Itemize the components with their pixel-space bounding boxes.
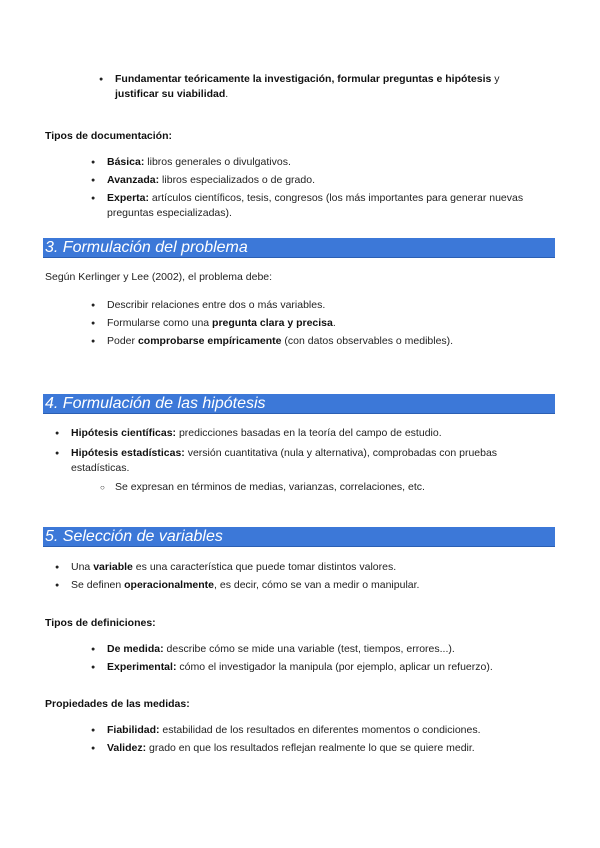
item-label: Hipótesis científicas: bbox=[71, 427, 177, 439]
item-label: Fiabilidad: bbox=[107, 724, 160, 736]
item-label: Hipótesis estadísticas: bbox=[71, 447, 185, 459]
item-text: Se definen bbox=[71, 579, 125, 591]
item-text: Describir relaciones entre dos o más variables. bbox=[107, 299, 326, 311]
item-label: De medida: bbox=[107, 643, 164, 655]
list-item bbox=[91, 173, 561, 188]
section3-list bbox=[91, 298, 561, 349]
section3-intro: Según Kerlinger y Lee (2002), el problema debe: bbox=[45, 271, 273, 283]
item-text: (con datos observables o medibles). bbox=[281, 335, 454, 347]
list-item bbox=[91, 316, 561, 331]
item-label: Avanzada: bbox=[107, 174, 160, 186]
item-bold: pregunta clara y precisa bbox=[212, 317, 333, 329]
item-bold: comprobarse empíricamente bbox=[137, 335, 282, 347]
item-text-cont: estadísticas. bbox=[71, 462, 130, 474]
item-label: Experimental: bbox=[107, 661, 177, 673]
item-text: libros generales o divulgativos. bbox=[144, 156, 291, 168]
item-text: . bbox=[332, 317, 336, 329]
item-label: Validez: bbox=[107, 742, 147, 754]
item-text: Una bbox=[71, 561, 94, 573]
list-item bbox=[55, 578, 555, 593]
list-item bbox=[91, 298, 561, 313]
list-item bbox=[91, 723, 561, 738]
item-text: Poder bbox=[107, 335, 138, 347]
item-text: artículos científicos, tesis, congresos (los más importantes para generar nuevas bbox=[149, 192, 524, 204]
list-item bbox=[55, 560, 555, 575]
list-item bbox=[55, 426, 555, 441]
intro-list bbox=[99, 72, 539, 102]
propiedades-heading: Propiedades de las medidas: bbox=[45, 698, 190, 710]
definiciones-list bbox=[91, 642, 561, 675]
item-text: predicciones basadas en la teoría del campo de estudio. bbox=[176, 427, 442, 439]
item-label: Básica: bbox=[107, 156, 145, 168]
item-text: versión cuantitativa (nula y alternativa), comprobadas con pruebas bbox=[184, 447, 498, 459]
list-item bbox=[91, 191, 561, 221]
item-text: grado en que los resultados reflejan realmente lo que se quiere medir. bbox=[146, 742, 475, 754]
section5-list bbox=[55, 560, 555, 593]
section-banner-3 bbox=[43, 238, 555, 258]
section-title-3: 3. Formulación del problema bbox=[45, 239, 248, 256]
item-text: describe cómo se mide una variable (test, tiempos, errores...). bbox=[163, 643, 455, 655]
item-text: estabilidad de los resultados en diferentes momentos o condiciones. bbox=[159, 724, 481, 736]
list-item bbox=[91, 741, 561, 756]
list-item bbox=[91, 642, 561, 657]
section4-sublist bbox=[100, 480, 550, 495]
section-title-5: 5. Selección de variables bbox=[45, 528, 223, 545]
list-item bbox=[91, 660, 561, 675]
item-bold: variable bbox=[93, 561, 133, 573]
list-item bbox=[100, 480, 550, 495]
list-item bbox=[99, 72, 539, 102]
propiedades-list bbox=[91, 723, 561, 756]
documentacion-list bbox=[91, 155, 561, 221]
section-banner-4 bbox=[43, 394, 555, 414]
item-text: cómo el investigador la manipula (por ejemplo, aplicar un refuerzo). bbox=[176, 661, 493, 673]
intro-rest-2: . bbox=[225, 88, 229, 100]
intro-bold-2: justificar su viabilidad bbox=[115, 88, 226, 100]
item-text: , es decir, cómo se van a medir o manipular. bbox=[214, 579, 420, 591]
definiciones-heading: Tipos de definiciones: bbox=[45, 617, 156, 629]
item-text: libros especializados o de grado. bbox=[159, 174, 315, 186]
item-bold: operacionalmente bbox=[124, 579, 215, 591]
item-text: es una característica que puede tomar distintos valores. bbox=[132, 561, 397, 573]
section4-list bbox=[55, 426, 555, 476]
item-text-cont: preguntas especializadas). bbox=[107, 207, 232, 219]
intro-rest: y bbox=[491, 73, 500, 85]
item-text: Se expresan en términos de medias, varianzas, correlaciones, etc. bbox=[115, 481, 425, 493]
item-label: Experta: bbox=[107, 192, 150, 204]
section-banner-5 bbox=[43, 527, 555, 547]
list-item bbox=[55, 446, 555, 476]
list-item bbox=[91, 155, 561, 170]
list-item bbox=[91, 334, 561, 349]
item-text: Formularse como una bbox=[107, 317, 213, 329]
documentacion-heading: Tipos de documentación: bbox=[45, 130, 172, 142]
intro-bold: Fundamentar teóricamente la investigación, formular preguntas e hipótesis bbox=[115, 73, 492, 85]
section-title-4: 4. Formulación de las hipótesis bbox=[45, 395, 266, 412]
